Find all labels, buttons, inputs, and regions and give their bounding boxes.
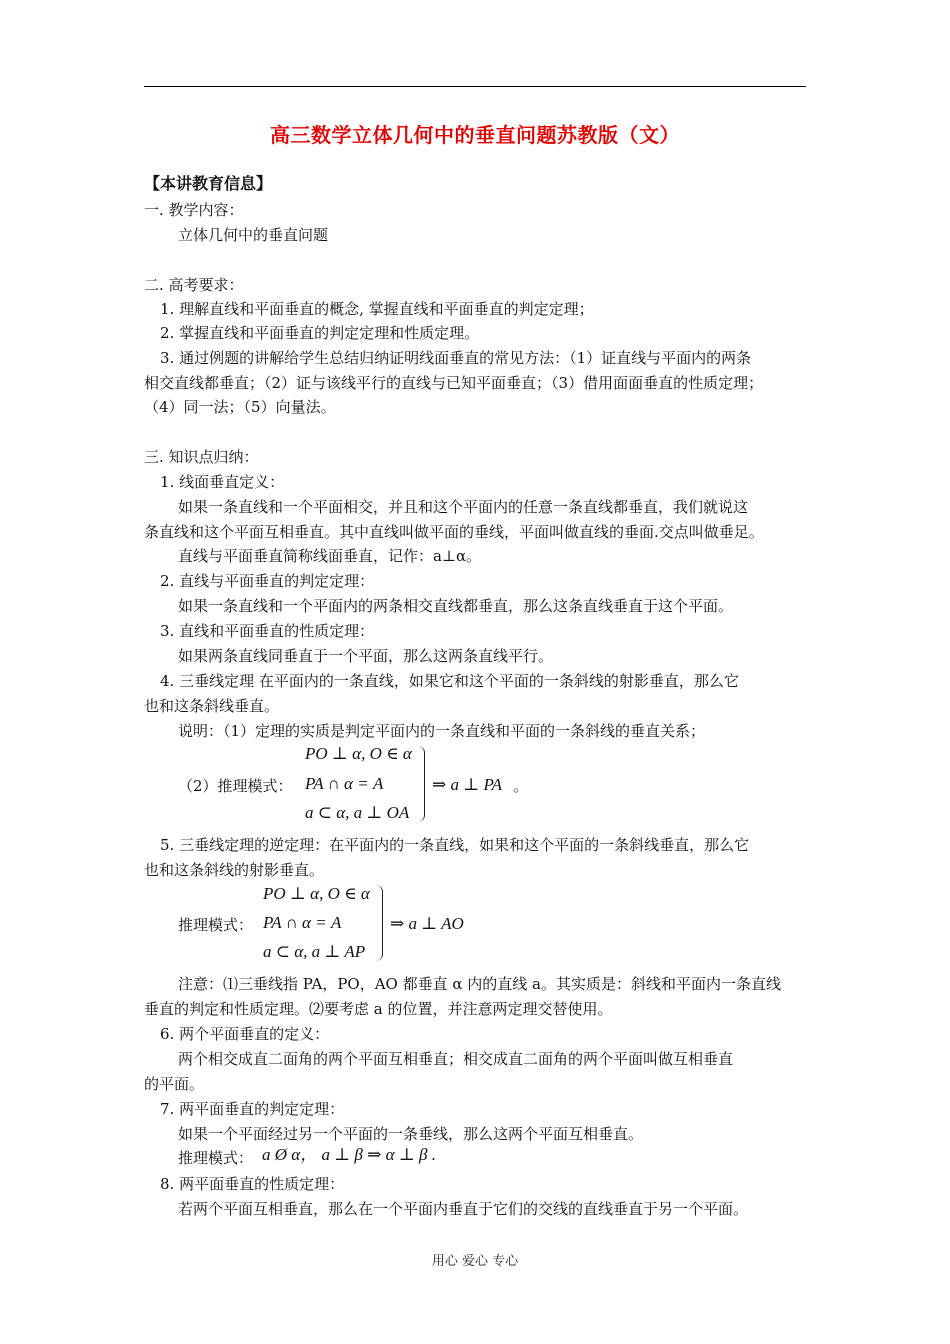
k5-premise-3: a ⊂ α, a ⊥ AP (263, 942, 366, 961)
k2-line1: 如果一条直线和一个平面内的两条相交直线都垂直，那么这条直线垂直于这个平面。 (178, 597, 734, 615)
k5-premise-1: PO ⊥ α, O ∈ α (263, 884, 370, 903)
k5-mode-label: 推理模式： (178, 916, 254, 934)
k8-title: 8. 两平面垂直的性质定理： (160, 1175, 345, 1193)
note-line2: 垂直的判定和性质定理。⑵要考虑 a 的位置，并注意两定理交替使用。 (144, 1000, 613, 1018)
k4-line1: 4. 三垂线定理 在平面内的一条直线，如果它和这个平面的一条斜线的射影垂直，那么它 (160, 672, 739, 690)
page-footer: 用心 爱心 专心 (431, 1254, 519, 1269)
k3-line1: 如果两条直线同垂直于一个平面，那么这两条直线平行。 (178, 647, 554, 665)
s2-item3-line1: 3. 通过例题的讲解给学生总结归纳证明线面垂直的常见方法：（1）证直线与平面内的两条 (160, 349, 752, 367)
k6-title: 6. 两个平面垂直的定义： (160, 1025, 330, 1043)
section-header: 【本讲教育信息】 (144, 174, 273, 193)
k8-line1: 若两个平面互相垂直，那么在一个平面内垂直于它们的交线的直线垂直于另一个平面。 (178, 1200, 749, 1218)
note-line1: 注意：⑴三垂线指 PA，PO，AO 都垂直 α 内的直线 a。其实质是：斜线和平面内一条直线 (178, 975, 781, 993)
s2-item2: 2. 掌握直线和平面垂直的判定定理和性质定理。 (160, 324, 480, 342)
k5-line2: 也和这条斜线的射影垂直。 (144, 861, 325, 879)
k7-title: 7. 两平面垂直的判定定理： (160, 1100, 345, 1118)
k7-formula: a Ø α， a ⊥ β ⇒ α ⊥ β . (262, 1145, 437, 1164)
k4-premise-2: PA ∩ α = A (305, 774, 384, 793)
k2-title: 2. 直线与平面垂直的判定定理： (160, 572, 375, 590)
s2-item3-line3: （4）同一法；（5）向量法。 (144, 398, 336, 416)
k5-premise-2: PA ∩ α = A (263, 913, 342, 932)
s2-item1: 1. 理解直线和平面垂直的概念, 掌握直线和平面垂直的判定定理； (160, 300, 594, 318)
s3-heading: 三. 知识点归纳： (144, 448, 259, 466)
k4-conclusion: ⇒ a ⊥ PA (432, 775, 503, 794)
s1-content: 立体几何中的垂直问题 (178, 226, 329, 244)
k5-conclusion: ⇒ a ⊥ AO (390, 914, 464, 933)
k4-premise-3: a ⊂ α, a ⊥ OA (305, 803, 410, 822)
k4-note: 说明：（1）定理的实质是判定平面内的一条直线和平面的一条斜线的垂直关系； (178, 722, 706, 740)
k4-mode-label: （2）推理模式： (178, 777, 293, 795)
k4-brace (418, 746, 425, 822)
s1-heading: 一. 教学内容： (144, 201, 244, 219)
k4-period: 。 (513, 777, 529, 795)
k7-line1: 如果一个平面经过另一个平面的一条垂线，那么这两个平面互相垂直。 (178, 1125, 644, 1143)
k7-mode-label: 推理模式： (178, 1149, 254, 1167)
k1-line2: 条直线和这个平面互相垂直。其中直线叫做平面的垂线，平面叫做直线的垂面.交点叫做垂足。 (144, 523, 764, 541)
k5-line1: 5. 三垂线定理的逆定理：在平面内的一条直线，如果和这个平面的一条斜线垂直，那么它 (160, 836, 750, 854)
k5-brace (376, 885, 383, 961)
k4-premise-1: PO ⊥ α, O ∈ α (305, 744, 412, 763)
header-rule (144, 86, 806, 87)
k1-title: 1. 线面垂直定义： (160, 473, 285, 491)
page-title: 高三数学立体几何中的垂直问题苏教版（文） (270, 123, 680, 147)
k4-line2: 也和这条斜线垂直。 (144, 697, 280, 715)
k3-title: 3. 直线和平面垂直的性质定理： (160, 622, 375, 640)
k6-line2: 的平面。 (144, 1075, 205, 1093)
k6-line1: 两个相交成直二面角的两个平面互相垂直；相交成直二面角的两个平面叫做互相垂直 (178, 1050, 734, 1068)
s2-item3-line2: 相交直线都垂直；（2）证与该线平行的直线与已知平面垂直；（3）借用面面垂直的性质定理； (144, 374, 764, 392)
k1-line1: 如果一条直线和一个平面相交，并且和这个平面内的任意一条直线都垂直，我们就说这 (178, 498, 749, 516)
s2-heading: 二. 高考要求： (144, 276, 244, 294)
k1-line3: 直线与平面垂直简称线面垂直，记作：a⊥α。 (178, 547, 482, 565)
